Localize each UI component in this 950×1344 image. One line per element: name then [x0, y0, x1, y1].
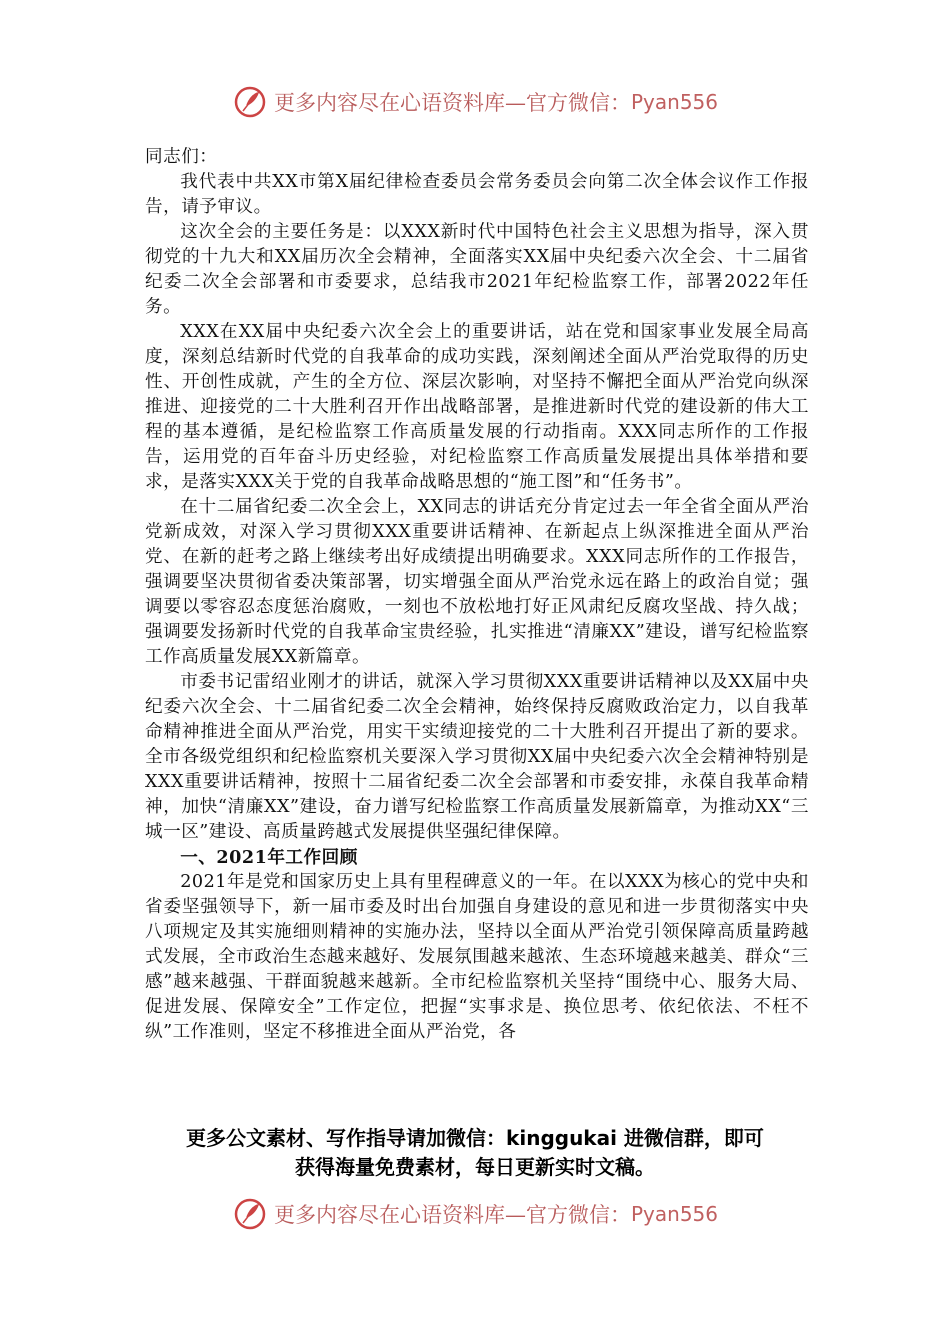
- paragraph: 在十二届省纪委二次全会上，XX同志的讲话充分肯定过去一年全省全面从严治党新成效，对深入学习贯彻XXX重要讲话精神、在新起点上纵深推进全面从严治党、在新的赶考之路上继续考出好成绩提出明确要求。XXX同志所作的工作报告，强调要坚决贯彻省委决策部署，切实增强全面从严治党永远在路上的政治自觉；强调要以零容忍态度惩治腐败，一刻也不放松地打好正风肃纪反腐攻坚战、持久战；强调要发扬新时代党的自我革命宝贵经验，扎实推进“清廉XX”建设，谱写纪检监察工作高质量发展XX新篇章。: [145, 497, 809, 667]
- banner-wechat-id: Pyan556: [630, 90, 718, 114]
- paragraph: 我代表中共XX市第X届纪律检查委员会常务委员会向第二次全体会议作工作报告，请予审议。: [145, 172, 809, 217]
- paragraph: 这次全会的主要任务是：以XXX新时代中国特色社会主义思想为指导，深入贯彻党的十九大和XX届历次全会精神，全面落实XX届中央纪委六次全会、十二届省纪委二次全会部署和市委要求，总结我市2021年纪检监察工作，部署2022年任务。: [145, 222, 809, 317]
- feather-logo-icon: [232, 1196, 268, 1232]
- feather-logo-icon: [232, 84, 268, 120]
- paragraph: 2021年是党和国家历史上具有里程碑意义的一年。在以XXX为核心的党中央和省委坚强领导下，新一届市委及时出台加强自身建设的意见和进一步贯彻落实中央八项规定及其实施细则精神的实施办法，坚持以全面从严治党引领保障高质量跨越式发展，全市政治生态越来越好、发展氛围越来越浓、生态环境越来越美、群众“三感”越来越强、干群面貌越来越新。全市纪检监察机关坚持“围绕中心、服务大局、促进发展、保障安全”工作定位，把握“实事求是、换位思考、依纪依法、不枉不纵”工作准则，坚定不移推进全面从严治党，各: [145, 872, 809, 1042]
- report-body: [145, 145, 809, 1045]
- banner-text: 更多内容尽在心语资料库—官方微信：: [273, 91, 631, 115]
- paragraph: 市委书记雷绍业刚才的讲话，就深入学习贯彻XXX重要讲话精神以及XX届中央纪委六次全会、十二届省纪委二次全会精神，始终保持反腐败政治定力，以自我革命精神推进全面从严治党，用实干实绩迎接党的二十大胜利召开提出了新的要求。全市各级党组织和纪检监察机关要深入学习贯彻XX届中央纪委六次全会精神特别是XXX重要讲话精神，按照十二届省纪委二次全会部署和市委安排，永葆自我革命精神，加快“清廉XX”建设，奋力谱写纪检监察工作高质量发展新篇章，为推动XX“三城一区”建设、高质量跨越式发展提供坚强纪律保障。: [145, 672, 809, 842]
- header-watermark-banner: [0, 82, 950, 122]
- section-heading: 一、2021年工作回顾: [180, 847, 358, 868]
- paragraph: XXX在XX届中央纪委六次全会上的重要讲话，站在党和国家事业发展全局高度，深刻总结新时代党的自我革命的成功实践，深刻阐述全面从严治党取得的历史性、开创性成就，产生的全方位、深层次影响，对坚持不懈把全面从严治党向纵深推进、迎接党的二十大胜利召开作出战略部署，是推进新时代党的建设新的伟大工程的基本遵循，是纪检监察工作高质量发展的行动指南。XXX同志所作的工作报告，运用党的百年奋斗历史经验，对纪检监察工作高质量发展提出具体举措和要求，是落实XXX关于党的自我革命战略思想的“施工图”和“任务书”。: [145, 322, 809, 492]
- salutation: 同志们：: [145, 147, 218, 167]
- banner-text: 更多内容尽在心语资料库—官方微信：: [273, 1203, 631, 1227]
- footer-watermark-banner: [0, 1194, 950, 1234]
- promo-line-1: 更多公文素材、写作指导请加微信：kinggukai 进微信群，即可: [186, 1126, 764, 1150]
- promo-line-2: 获得海量免费素材，每日更新实时文稿。: [295, 1155, 655, 1179]
- promo-notice: [80, 1124, 870, 1182]
- banner-wechat-id: Pyan556: [630, 1202, 718, 1226]
